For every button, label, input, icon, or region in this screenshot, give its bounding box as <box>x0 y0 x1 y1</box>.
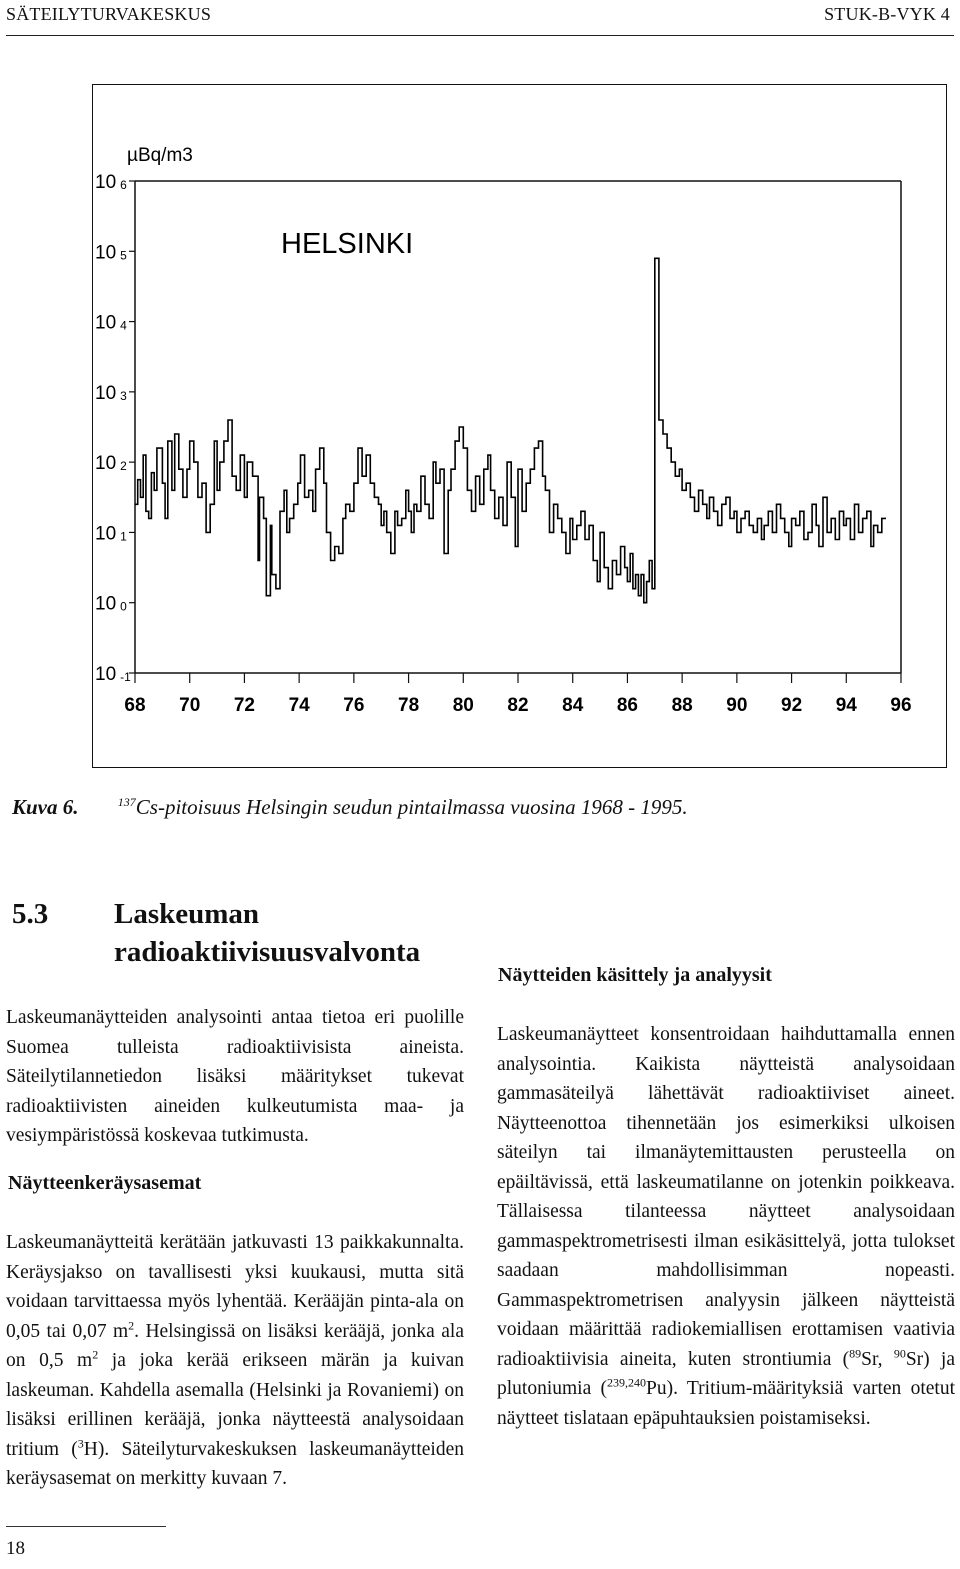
x-tick-label: 78 <box>398 695 420 716</box>
section-title: Laskeuman radioaktiivisuusvalvonta <box>114 898 421 968</box>
handling-text-3: Sr) ja plutoniumia ( <box>497 1348 956 1399</box>
y-tick-exponent: 1 <box>120 529 127 544</box>
y-tick-exponent: 2 <box>120 459 127 474</box>
x-tick-label: 74 <box>288 695 310 716</box>
y-tick-label: 10 2 <box>95 453 127 475</box>
y-tick-exponent: 5 <box>120 248 127 263</box>
y-axis-label: µBq/m3 <box>127 145 193 166</box>
x-tick-label: 68 <box>124 695 146 716</box>
y-tick-label: 10 5 <box>95 242 127 264</box>
page-number: 18 <box>6 1538 25 1559</box>
y-tick-labels <box>95 172 131 685</box>
sup-pu: 239,240 <box>607 1375 647 1390</box>
intro-paragraph: Laskeumanäytteiden analysointi antaa tietoa eri puolille Suomea tulleista radioaktiivisista aineista. Säteilytilannetiedon lisäksi määritykset tukevat radioaktiivisten aineiden kulkeutumista maa- ja vesiympäristössä koskevaa tutkimusta. <box>6 1007 464 1146</box>
handling-text-1: Laskeumanäytteet konsentroidaan haihduttamalla ennen analysointia. Kaikista näytteistä analysoidaan gammasäteilyä lähettävät radioaktiiviset aineet. Näytteenottoa tihennetään jos esimerkiksi ulkoisen säteilyn tai ilmanäytemittausten perusteella on epäiltävissä, että laskeumatilanne on jotenkin poikkeava. Tällaisessa tilanteessa näytteet analysoidaan gammaspektrometrisesti ilman esikäsittelyä, jotta tulokset saadaan mahdollisimman nopeasti. Gammaspektrometrisen analyysin jälkeen näytteistä voidaan määrittää radiokemiallisen erottamisen vaativia radioaktiivisia aineita, kuten strontiumia ( <box>497 1024 955 1370</box>
y-tick-label: 10 3 <box>95 382 127 404</box>
x-tick-labels <box>124 695 911 716</box>
y-tick-exponent: 3 <box>120 388 127 403</box>
chart-svg <box>93 85 945 766</box>
y-tick-exponent: -1 <box>120 670 131 684</box>
chart-axes <box>129 181 901 683</box>
header-rule <box>6 35 954 36</box>
sup-sr89: 89 <box>849 1346 862 1360</box>
stations-text-4: H). Säteilyturvakeskuksen laskeumanäytteiden keräysasemat on merkitty kuvaan 7. <box>6 1438 464 1489</box>
handling-text-2: Sr, <box>861 1348 894 1370</box>
handling-paragraph <box>497 1020 955 1433</box>
footer-rule <box>6 1526 166 1527</box>
caption-text: Cs-pitoisuus Helsingin seudun pintailmassa vuosina 1968 - 1995. <box>135 795 688 819</box>
y-tick-label: 10 4 <box>95 312 127 334</box>
sup-tritium: 3 <box>77 1436 84 1450</box>
y-tick-exponent: 6 <box>120 178 127 192</box>
x-tick-label: 76 <box>343 695 365 716</box>
y-tick-exponent: 4 <box>120 318 127 333</box>
caption-superscript: 137 <box>117 795 136 809</box>
caption-label: Kuva 6. <box>12 795 79 819</box>
figure-frame <box>92 84 947 768</box>
running-header-left: SÄTEILYTURVAKESKUS <box>6 4 212 24</box>
x-tick-label: 70 <box>179 695 201 716</box>
sup-sr90: 90 <box>893 1346 906 1360</box>
series-line-cs137 <box>135 258 886 602</box>
x-tick-label: 72 <box>233 695 255 716</box>
y-tick-label: 10 1 <box>95 523 127 545</box>
x-tick-label: 92 <box>781 695 803 716</box>
running-header-right: STUK-B-VYK 4 <box>824 4 950 24</box>
x-tick-label: 88 <box>671 695 693 716</box>
y-tick-label: 10 -1 <box>95 664 131 685</box>
sup-m2-b: 2 <box>92 1347 99 1362</box>
stations-text-2: . Helsingissä on lisäksi kerääjä, jonka ala on 0,5 m <box>6 1320 464 1371</box>
y-tick-exponent: 0 <box>120 599 127 614</box>
x-tick-label: 86 <box>616 695 638 716</box>
y-tick-label: 10 0 <box>95 593 127 615</box>
x-tick-label: 94 <box>835 695 857 716</box>
y-tick-label: 10 6 <box>95 172 127 193</box>
x-tick-label: 80 <box>452 695 474 716</box>
x-tick-label: 96 <box>890 695 912 716</box>
sup-m2-a: 2 <box>128 1318 135 1332</box>
stations-paragraph <box>6 1228 464 1494</box>
figure-caption <box>12 795 688 820</box>
x-tick-label: 82 <box>507 695 529 716</box>
stations-text-1: Laskeumanäytteitä kerätään jatkuvasti 13 paikkakunnalta. Keräysjakso on tavallisesti yksi kuukausi, mutta sitä voidaan tarvittaessa myös lyhentää. Kerääjän pinta-ala on 0,05 tai 0,07 m <box>6 1232 464 1342</box>
chart-title: HELSINKI <box>281 228 414 260</box>
subheading-stations: Näytteenkeräysasemat <box>8 1172 202 1194</box>
subheading-handling: Näytteiden käsittely ja analyysit <box>498 964 772 986</box>
handling-text-4: Pu). Tritium-määrityksiä varten otetut näytteet tislataan epäpuhtauksien poistamiseksi. <box>497 1378 955 1429</box>
chart-series <box>135 258 886 602</box>
section-number: 5.3 <box>12 898 49 930</box>
stations-text-3: ja joka kerää erikseen märän ja kuivan laskeuman. Kahdella asemalla (Helsinki ja Rovaniemi) on lisäksi erillinen kerääjä, jonka näytteestä analysoidaan tritium ( <box>6 1350 465 1460</box>
x-tick-label: 90 <box>726 695 748 716</box>
x-tick-label: 84 <box>562 695 584 716</box>
